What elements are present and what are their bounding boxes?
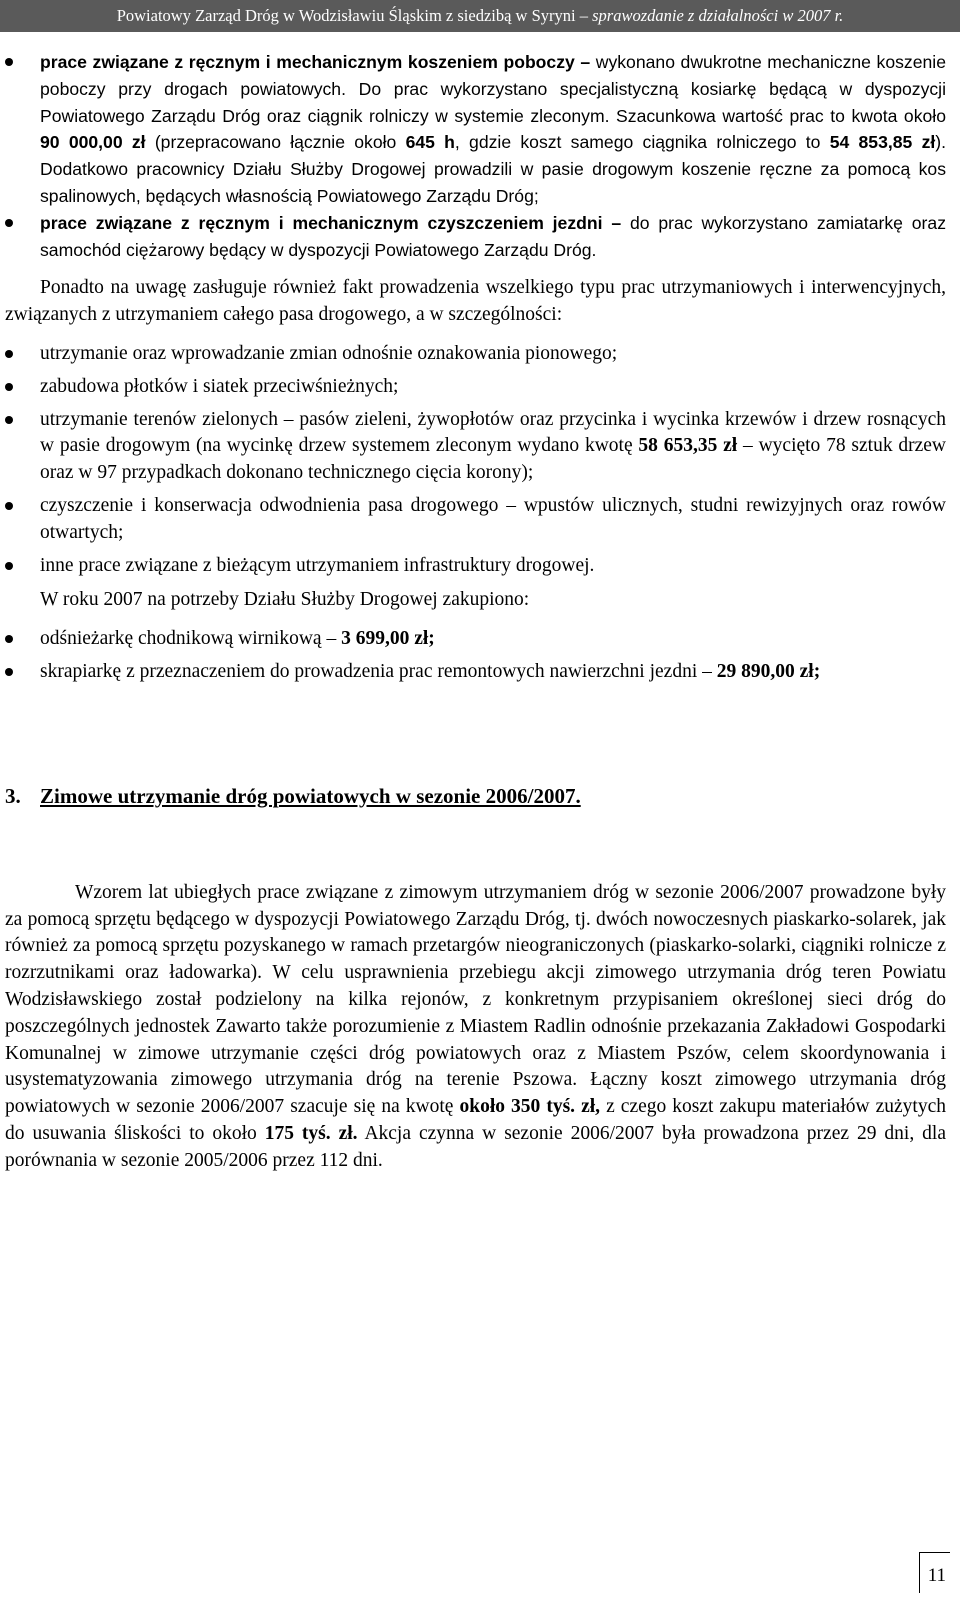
list-item-text: do prac wykorzystano zamiatarkę oraz samochód ciężarowy będący w dyspozycji Powiatowego Zarządu Dróg. (40, 212, 946, 260)
running-header (0, 0, 960, 32)
hours: 645 h (405, 132, 455, 153)
bullet-list-maintenance (5, 49, 946, 263)
list-item-text: utrzymanie terenów zielonych – pasów zieleni, żywopłotów oraz przycinka i wycinka krzewów i drzew rosnących w pasie drogowym (na wycinkę drzew systemem zleconym wydano kwotę (40, 408, 946, 457)
section-heading (5, 782, 946, 810)
amount: 54 853,85 zł (829, 132, 936, 153)
amount: 175 tyś. zł. (264, 1122, 358, 1144)
paragraph-winter-maintenance (5, 880, 946, 1175)
list-item (5, 49, 946, 210)
list-item-text: , gdzie koszt samego ciągnika rolniczego to (454, 132, 830, 153)
section-number: 3. (5, 783, 21, 808)
paragraph-ponadto: Ponadto na uwagę zasługuje również fakt prowadzenia wszelkiego typu prac utrzymaniowych i interwencyjnych, związanych z utrzymaniem całego pasa drogowego, a w szczególności: (5, 277, 946, 326)
list-item: utrzymanie oraz wprowadzanie zmian odnośnie oznakowania pionowego; (5, 341, 946, 368)
amount: 58 653,35 zł (638, 435, 738, 457)
bullet-list-works (5, 341, 946, 579)
amount: 90 000,00 zł (40, 132, 146, 153)
paragraph-text: z czego koszt zakupu materiałów zużytych do usuwania śliskości to około (5, 1096, 946, 1144)
list-item: czyszczenie i konserwacja odwodnienia pasa drogowego – wpustów ulicznych, studni rewizyjnych oraz rowów otwartych; (5, 493, 946, 547)
list-item-text: skrapiarkę z przeznaczeniem do prowadzenia prac remontowych nawierzchni jezdni – (40, 660, 717, 682)
amount: 3 699,00 zł; (341, 628, 435, 650)
list-item: inne prace związane z bieżącym utrzymaniem infrastruktury drogowej. (5, 553, 946, 580)
list-item (5, 626, 946, 653)
list-item (5, 210, 946, 264)
list-item (5, 659, 946, 686)
bullet-list-purchases (5, 626, 946, 686)
amount: 29 890,00 zł; (716, 660, 821, 682)
paragraph-zakupiono: W roku 2007 na potrzeby Działu Służby Drogowej zakupiono: (40, 589, 530, 611)
paragraph-text: Akcja czynna w sezonie 2006/2007 była prowadzona przez 29 dni, dla porównania w sezonie 2005/2006 przez 112 dni. (5, 1122, 947, 1171)
list-item (5, 407, 946, 487)
header-subtitle: sprawozdanie z działalności w 2007 r. (592, 6, 844, 25)
amount: około 350 tyś. zł, (459, 1096, 601, 1118)
list-item-text: wykonano dwukrotne mechaniczne koszenie poboczy przy drogach powiatowych. Do prac wykorzystano specjalistyczną kosiarkę będącą w dyspozycji Powiatowego Zarządu Dróg oraz ciągnik rolniczy w systemie zleconym. Szacunkowa wartość prac to kwota około (40, 52, 946, 126)
list-item-lead: prace związane z ręcznym i mechanicznym czyszczeniem jezdni – (40, 212, 622, 233)
section-title: Zimowe utrzymanie dróg powiatowych w sezonie 2006/2007. (40, 783, 581, 808)
paragraph-text: Wzorem lat ubiegłych prace związane z zimowym utrzymaniem dróg w sezonie 2006/2007 prowadzone były za pomocą sprzętu będącego w dyspozycji Powiatowego Zarządu Dróg, tj. dwóch nowoczesnych piaskarko-solarek, jak również za pomocą sprzętu pozyskanego w ramach przetargów nieograniczonych (piaskarko-solarki, ciągniki rolnicze z rozrzutnikami oraz ładowarka). W celu usprawnienia przebiegu akcji zimowego utrzymania dróg teren Powiatu Wodzisławskiego został podzielony na kilka rejonów, z konkretnym przypisaniem określonej sieci dróg do poszczególnych jednostek Zawarto także porozumienie z Miastem Radlin odnośnie przekazania Zakładowi Gospodarki Komunalnej w zimowe utrzymanie części dróg powiatowych oraz z Miastem Pszów, celem skoordynowania i usystematyzowania zimowego utrzymania dróg na terenie Pszowa. Łączny koszt zimowego utrzymania dróg powiatowych w sezonie 2006/2007 szacuje się na kwotę (5, 881, 946, 1118)
page-content (5, 49, 946, 1175)
list-item-text: odśnieżarkę chodnikową wirnikową – (40, 628, 342, 650)
list-item-text: (przepracowano łącznie około (145, 132, 406, 153)
page-number: 11 (927, 1565, 946, 1586)
header-title: Powiatowy Zarząd Dróg w Wodzisławiu Śląskim z siedzibą w Syryni – (116, 6, 588, 25)
list-item-lead: prace związane z ręcznym i mechanicznym koszeniem poboczy – (40, 52, 591, 72)
list-item-text: ). Dodatkowo pracownicy Działu Służby Drogowej prowadzili w pasie drogowym koszenie ręczne za pomocą kos spalinowych, będących własnością Powiatowego Zarządu Dróg; (40, 132, 947, 206)
list-item-text: – wycięto 78 sztuk drzew oraz w 97 przypadkach dokonano technicznego cięcia korony); (40, 435, 947, 484)
list-item: zabudowa płotków i siatek przeciwśnieżnych; (5, 374, 946, 401)
